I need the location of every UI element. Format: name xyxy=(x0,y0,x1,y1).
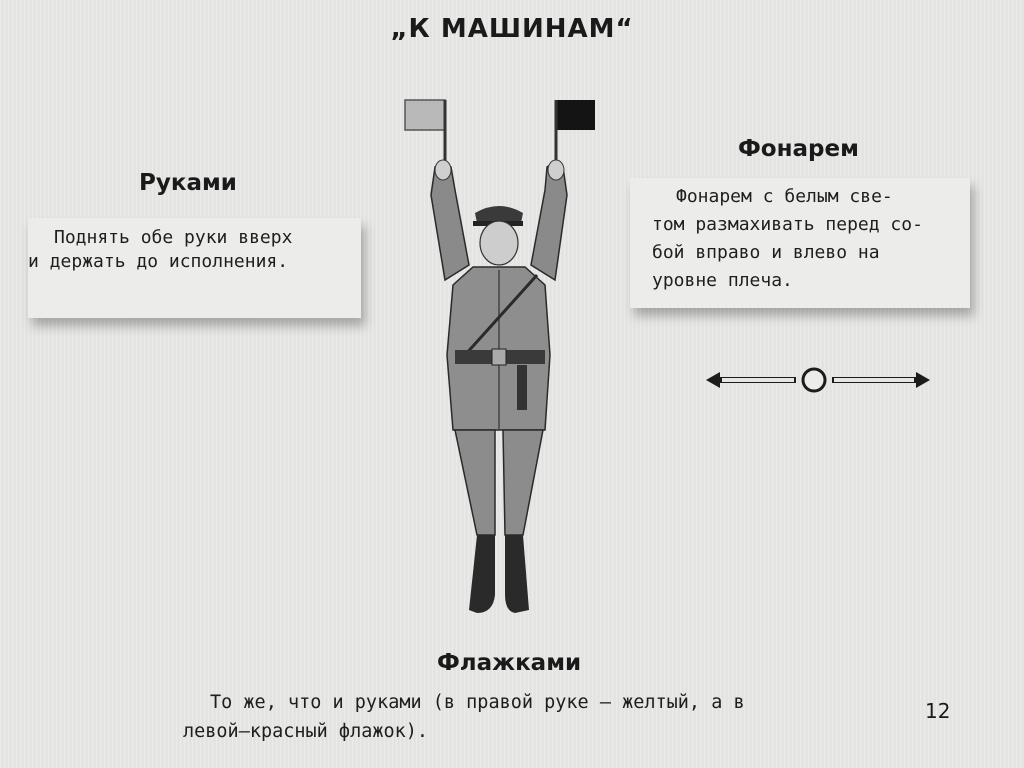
flags-line-2: левой—красный флажок). xyxy=(183,721,429,742)
lantern-circle-icon xyxy=(803,369,825,391)
lantern-line-2: том размахивать перед со- xyxy=(652,214,923,235)
soldier-illustration xyxy=(395,95,615,625)
double-arrow-icon xyxy=(700,362,936,398)
flags-line-1: То же, что и руками (в правой руке — желтый, а в xyxy=(210,692,745,713)
lantern-line-1: Фонарем с белым све- xyxy=(676,186,893,207)
hands-card xyxy=(28,218,361,318)
lantern-line-4: уровне плеча. xyxy=(652,270,793,291)
flags-heading: Флажками xyxy=(437,650,582,676)
hands-heading: Руками xyxy=(139,170,237,196)
page-title: „К МАШИНАМ“ xyxy=(390,14,634,44)
hands-line-1: Поднять обе руки вверх xyxy=(54,227,293,248)
hands-line-2: и держать до исполнения. xyxy=(28,251,289,272)
page-number: 12 xyxy=(925,699,951,723)
lantern-heading: Фонарем xyxy=(738,136,859,162)
lantern-card xyxy=(630,178,970,308)
lantern-line-3: бой вправо и влево на xyxy=(652,242,880,263)
left-flag-icon xyxy=(405,100,445,130)
right-flag-icon xyxy=(555,100,595,130)
